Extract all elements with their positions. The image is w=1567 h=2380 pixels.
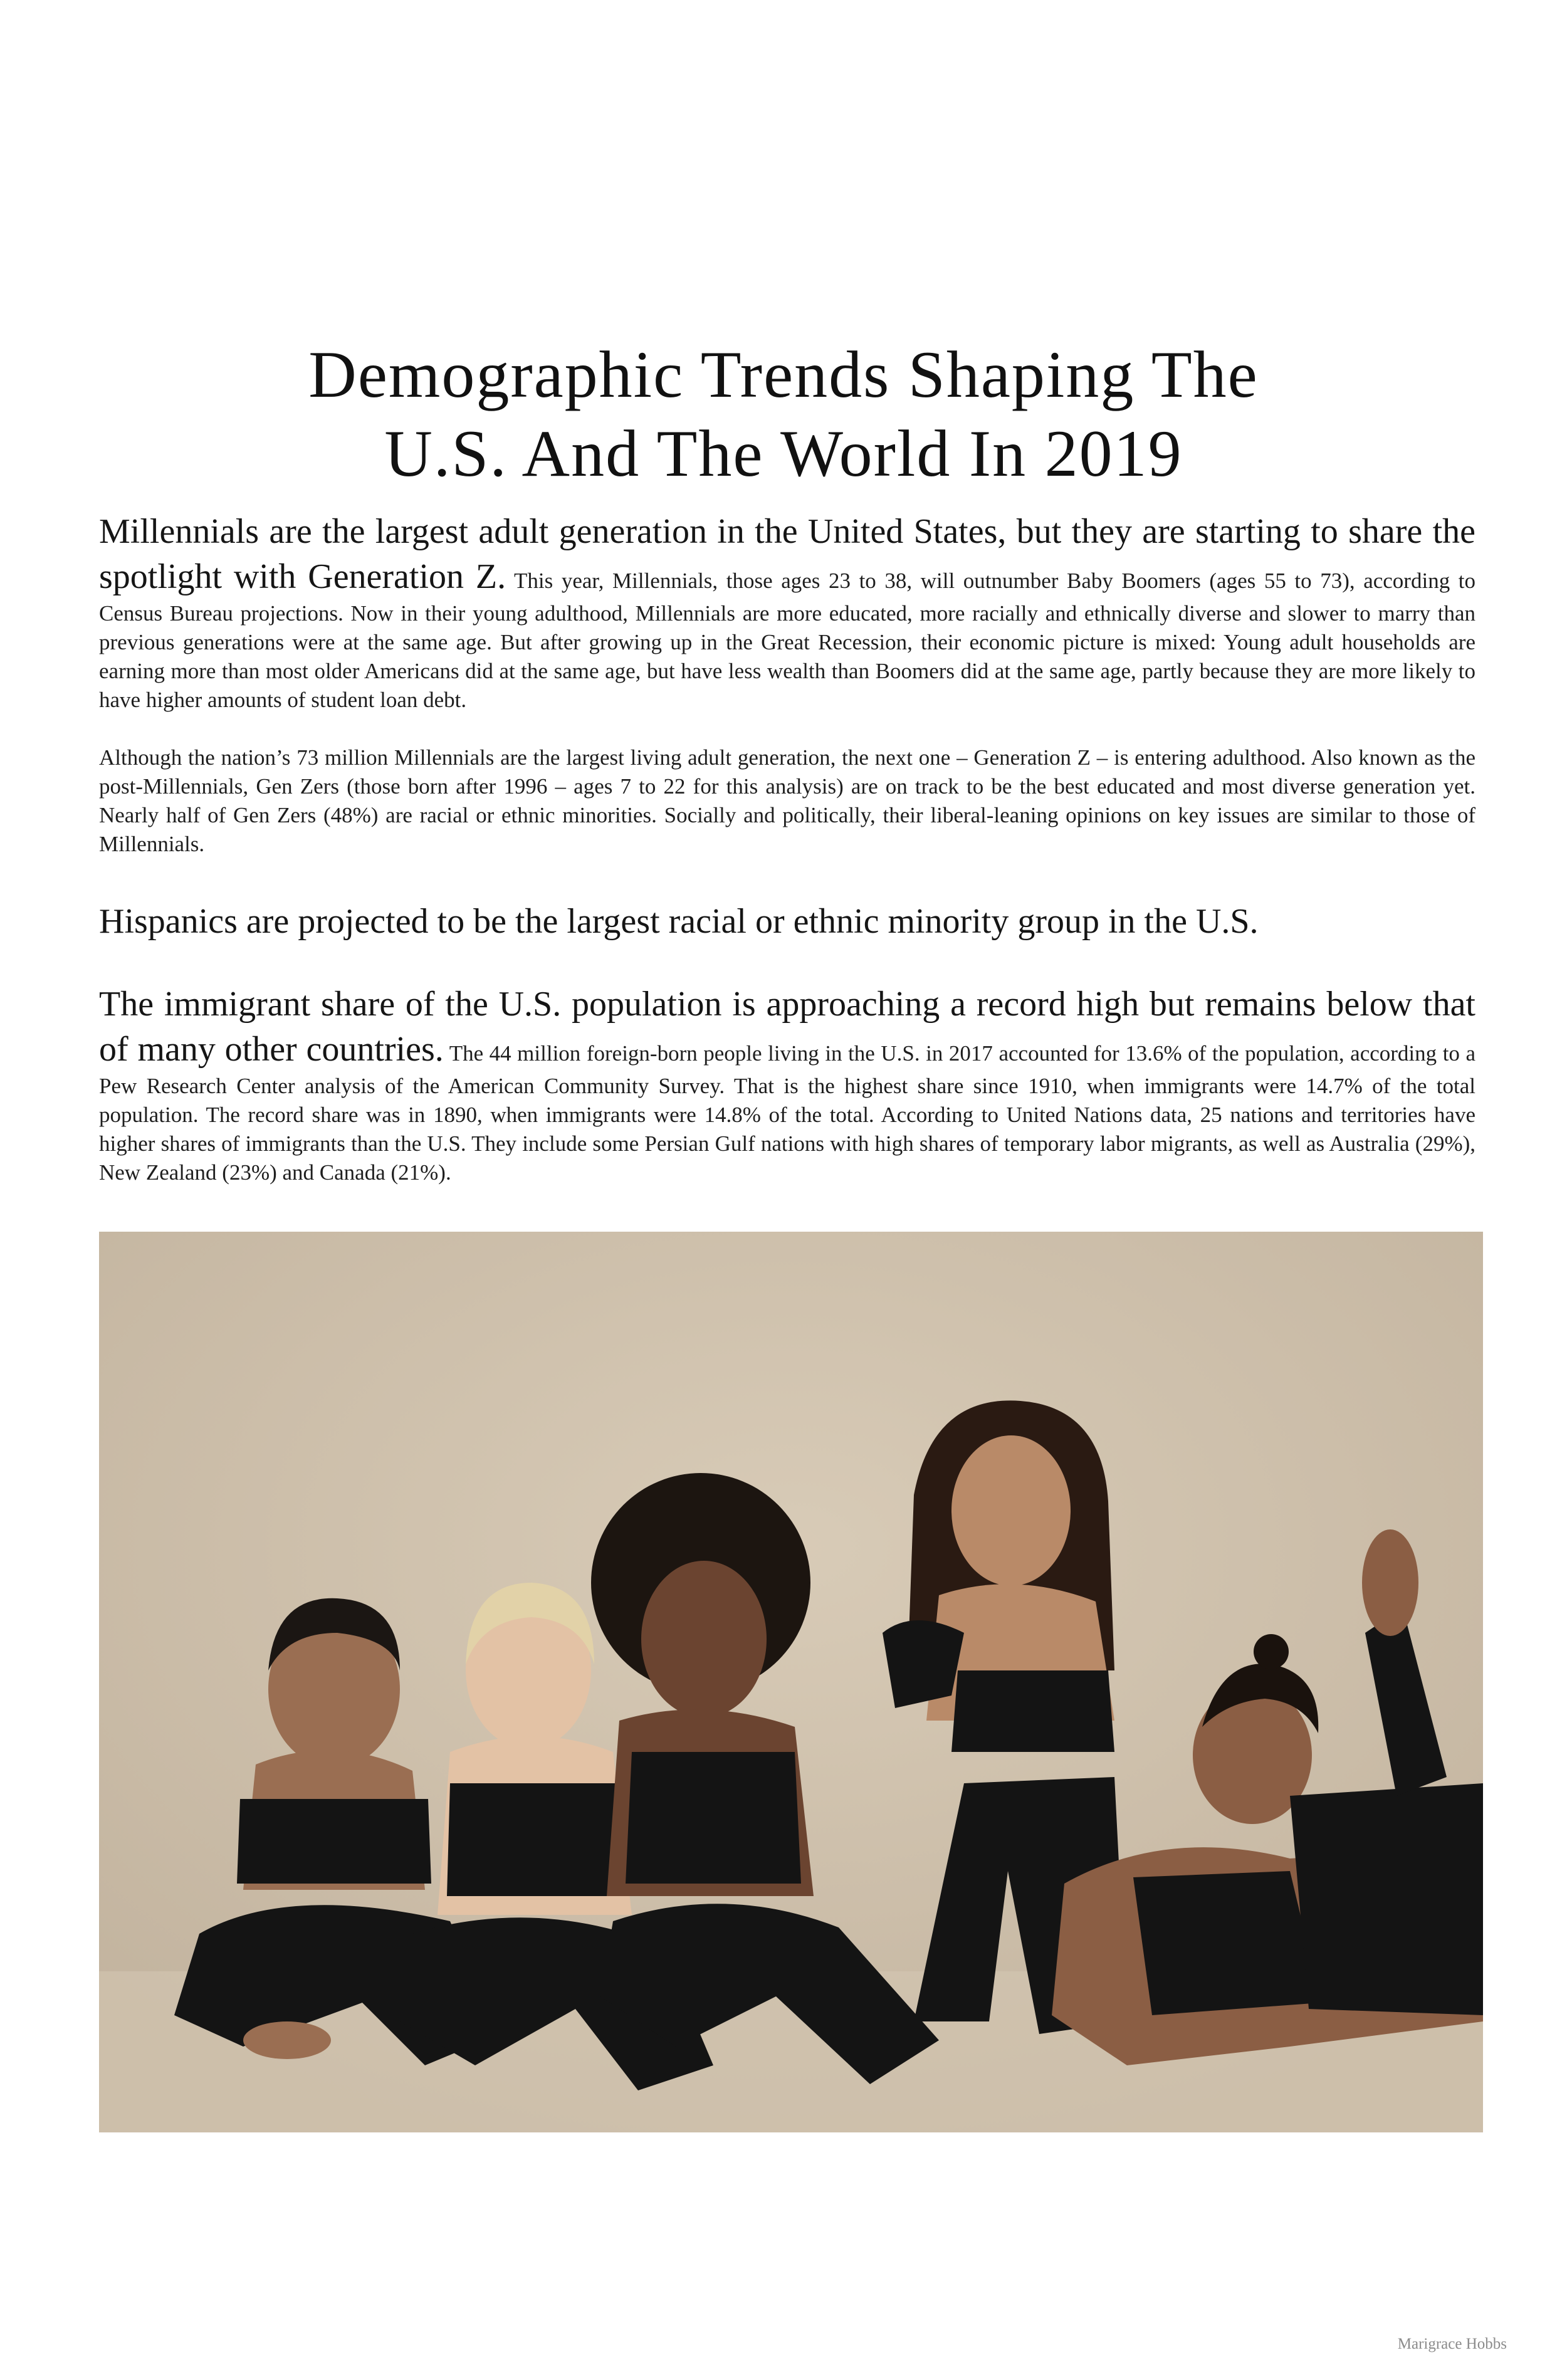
group-photo-illustration <box>99 1232 1483 2132</box>
hispanics-heading: Hispanics are projected to be the largest racial or ethnic minority group in the U.S. <box>99 902 1259 941</box>
title-line-2: U.S. And The World In 2019 <box>384 417 1183 490</box>
title-line-1: Demographic Trends Shaping The <box>308 338 1259 411</box>
immigrants-body: The 44 million foreign-born people living in the U.S. in 2017 accounted for 13.6% of the population, according to a Pew Research Center analysis of the American Community Survey. That is the highest share since 1910, when immigrants were 14.7% of the total population. The record share was in 1890, when immigrants were 14.8% of the total. According to United Nations data, 25 nations and territories have higher shares of immigrants than the U.S. They include some Persian Gulf nations with high shares of temporary labor migrants, as well as Australia (29%), New Zealand (23%) and Canada (21%). <box>99 1041 1475 1185</box>
photo-credit: Marigrace Hobbs <box>1397 2335 1507 2352</box>
group-photo <box>99 1232 1483 2132</box>
immigrants-paragraph <box>99 982 1475 1187</box>
millennials-body: This year, Millennials, those ages 23 to 38, will outnumber Baby Boomers (ages 55 to 73), according to Census Bureau projections. Now in their young adulthood, Millennials are more educated, more racially and ethnically diverse and slower to marry than previous generations were at the same age. But after growing up in the Great Recession, their economic picture is mixed: Young adult households are earning more than most older Americans did at the same age, but have less wealth than Boomers did at the same age, partly because they are more likely to have higher amounts of student loan debt. <box>99 569 1475 712</box>
millennials-lead: Millennials are the largest adult generation in the United States, but they are starting to share the spotlight with Generation Z. <box>99 512 1475 596</box>
page-title <box>0 335 1567 493</box>
immigrants-lead: The immigrant share of the U.S. population is approaching a record high but remains below that of many other countries. <box>99 985 1475 1069</box>
article-body <box>99 509 1475 1187</box>
genz-paragraph: Although the nation’s 73 million Millennials are the largest living adult generation, the next one – Generation Z – is entering adulthood. Also known as the post-Millennials, Gen Zers (those born after 1996 – ages 7 to 22 for this analysis) are on track to be the best educated and most diverse generation yet. Nearly half of Gen Zers (48%) are racial or ethnic minorities. Socially and politically, their liberal-leaning opinions on key issues are similar to those of Millennials. <box>99 745 1475 856</box>
millennials-paragraph <box>99 509 1475 715</box>
